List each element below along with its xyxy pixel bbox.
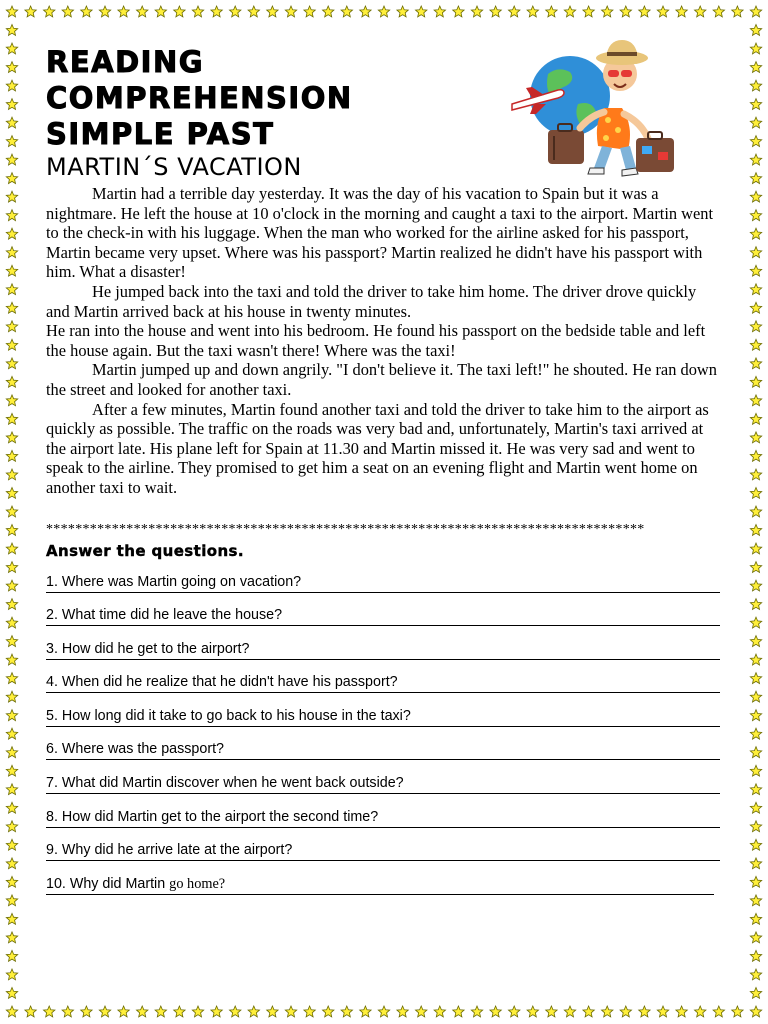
star-icon	[6, 173, 17, 184]
star-icon	[62, 6, 73, 17]
star-icon	[750, 136, 761, 147]
star-icon	[6, 376, 17, 387]
star-icon	[360, 1006, 371, 1017]
question-2	[46, 601, 722, 635]
star-icon	[6, 710, 17, 721]
answer-line[interactable]	[46, 692, 720, 693]
question-text	[46, 876, 225, 893]
star-icon	[285, 1006, 296, 1017]
star-icon	[639, 1006, 650, 1017]
star-icon	[6, 580, 17, 591]
star-icon	[230, 6, 241, 17]
star-icon	[639, 6, 650, 17]
star-icon	[25, 6, 36, 17]
star-icon	[750, 80, 761, 91]
star-icon	[6, 321, 17, 332]
star-icon	[750, 154, 761, 165]
star-icon	[6, 765, 17, 776]
star-icon	[434, 6, 445, 17]
star-icon	[750, 228, 761, 239]
star-icon	[713, 6, 724, 17]
star-icon	[6, 62, 17, 73]
star-icon	[6, 265, 17, 276]
star-icon	[750, 839, 761, 850]
star-icon	[211, 6, 222, 17]
star-icon	[750, 876, 761, 887]
question-3	[46, 635, 722, 669]
star-icon	[6, 636, 17, 647]
question-9	[46, 836, 722, 870]
story-paragraph-1: Martin had a terrible day yesterday. It was the day of his vacation to Spain but it was a nightmare. He left the house at 10 o'clock in the morning and caught a taxi to the airport. Martin went to the check-in with his luggage. When the man who worked for the airline asked for his passport, Martin became very upset. Where was his passport? Martin realized he didn't have his passport with him. What a disaster!	[46, 184, 714, 282]
star-icon	[6, 469, 17, 480]
star-icon	[453, 6, 464, 17]
star-icon	[750, 654, 761, 665]
asterisk-divider: **********************************************************************************	[46, 521, 645, 537]
star-icon	[6, 784, 17, 795]
star-icon	[471, 6, 482, 17]
star-icon	[118, 6, 129, 17]
answer-line[interactable]	[46, 793, 720, 794]
star-icon	[750, 858, 761, 869]
star-icon	[323, 1006, 334, 1017]
star-icon	[192, 6, 203, 17]
question-text: 8. How did Martin get to the airport the second time?	[46, 808, 379, 825]
question-10-prefix: 10. Why did Martin	[46, 875, 170, 892]
story-text	[46, 184, 722, 498]
star-icon	[713, 1006, 724, 1017]
star-icon	[750, 932, 761, 943]
star-icon	[341, 6, 352, 17]
star-icon	[695, 1006, 706, 1017]
star-icon	[750, 1006, 761, 1017]
star-icon	[6, 895, 17, 906]
star-icon	[695, 6, 706, 17]
star-icon	[527, 6, 538, 17]
star-icon	[416, 6, 427, 17]
star-icon	[750, 43, 761, 54]
star-icon	[750, 376, 761, 387]
star-icon	[211, 1006, 222, 1017]
star-icon	[155, 6, 166, 17]
star-icon	[750, 488, 761, 499]
star-icon	[564, 1006, 575, 1017]
star-icon	[6, 247, 17, 258]
star-icon	[6, 339, 17, 350]
question-text: 7. What did Martin discover when he went back outside?	[46, 775, 404, 792]
star-icon	[323, 6, 334, 17]
star-icon	[750, 599, 761, 610]
star-icon	[509, 6, 520, 17]
star-icon	[750, 450, 761, 461]
star-icon	[750, 284, 761, 295]
star-icon	[6, 136, 17, 147]
star-icon	[397, 1006, 408, 1017]
star-icon	[750, 543, 761, 554]
star-icon	[6, 395, 17, 406]
star-icon	[750, 432, 761, 443]
star-icon	[527, 1006, 538, 1017]
star-icon	[6, 988, 17, 999]
star-icon	[750, 25, 761, 36]
star-icon	[750, 913, 761, 924]
question-4	[46, 668, 722, 702]
star-icon	[583, 1006, 594, 1017]
star-icon	[341, 1006, 352, 1017]
star-icon	[750, 895, 761, 906]
star-icon	[6, 228, 17, 239]
star-icon	[118, 1006, 129, 1017]
star-icon	[750, 191, 761, 202]
star-icon	[174, 1006, 185, 1017]
star-icon	[267, 1006, 278, 1017]
star-icon	[750, 247, 761, 258]
star-icon	[750, 469, 761, 480]
question-text: 6. Where was the passport?	[46, 741, 225, 758]
star-icon	[750, 617, 761, 628]
star-icon	[750, 784, 761, 795]
star-icon	[6, 543, 17, 554]
title-line-2: COMPREHENSION	[46, 81, 353, 115]
star-icon	[81, 1006, 92, 1017]
star-icon	[750, 321, 761, 332]
star-icon	[267, 6, 278, 17]
star-icon	[6, 802, 17, 813]
star-icon	[62, 1006, 73, 1017]
star-icon	[750, 691, 761, 702]
answer-line[interactable]	[46, 625, 720, 626]
star-icon	[750, 821, 761, 832]
star-icon	[750, 950, 761, 961]
story-subtitle: MARTIN´S VACATION	[46, 153, 302, 181]
star-icon	[378, 1006, 389, 1017]
star-icon	[750, 710, 761, 721]
question-7	[46, 769, 722, 803]
star-icon	[6, 506, 17, 517]
star-icon	[602, 1006, 613, 1017]
question-text: 3. How did he get to the airport?	[46, 640, 250, 657]
star-icon	[750, 636, 761, 647]
star-icon	[6, 617, 17, 628]
star-icon	[285, 6, 296, 17]
star-icon	[6, 191, 17, 202]
question-text: 4. When did he realize that he didn't have his passport?	[46, 674, 398, 691]
star-icon	[81, 6, 92, 17]
title-line-3: SIMPLE PAST	[46, 117, 275, 151]
question-6	[46, 735, 722, 769]
star-icon	[471, 1006, 482, 1017]
star-icon	[750, 339, 761, 350]
star-icon	[6, 599, 17, 610]
story-paragraph-5: After a few minutes, Martin found another taxi and told the driver to take him to the airport as quickly as possible. The traffic on the roads was very bad and, unfortunately, Martin's taxi arrived at the airport late. His plane left for Spain at 11.30 and Martin missed it. He was very sad and went to speak to the airline. They promised to get him a seat on an evening flight and Martin went home on another taxi to wait.	[46, 399, 709, 497]
star-icon	[750, 747, 761, 758]
instructions-heading: Answer the questions.	[46, 541, 244, 560]
question-text: 1. Where was Martin going on vacation?	[46, 573, 302, 590]
star-icon	[6, 358, 17, 369]
star-icon	[360, 6, 371, 17]
star-icon	[750, 210, 761, 221]
star-icon	[6, 562, 17, 573]
star-icon	[750, 62, 761, 73]
star-icon	[750, 765, 761, 776]
answer-line[interactable]	[46, 827, 720, 828]
star-icon	[6, 25, 17, 36]
star-icon	[750, 580, 761, 591]
star-icon	[99, 1006, 110, 1017]
story-paragraph-4: Martin jumped up and down angrily. "I don't believe it. The taxi left!" he shouted. He ran down the street and looked for another taxi.	[46, 360, 717, 399]
star-icon	[602, 6, 613, 17]
star-icon	[6, 450, 17, 461]
star-icon	[44, 1006, 55, 1017]
tourist-illustration	[508, 34, 708, 180]
star-icon	[750, 673, 761, 684]
suitcase-icon	[636, 132, 674, 172]
star-icon	[137, 1006, 148, 1017]
star-icon	[6, 654, 17, 665]
star-icon	[416, 1006, 427, 1017]
star-icon	[620, 6, 631, 17]
star-icon	[6, 821, 17, 832]
star-icon	[620, 1006, 631, 1017]
star-icon	[750, 117, 761, 128]
star-icon	[6, 154, 17, 165]
star-icon	[6, 302, 17, 313]
question-list	[46, 568, 722, 904]
question-8	[46, 803, 722, 837]
star-icon	[750, 395, 761, 406]
star-icon	[25, 1006, 36, 1017]
star-icon	[6, 673, 17, 684]
question-1	[46, 568, 722, 602]
answer-line[interactable]	[46, 759, 720, 760]
star-icon	[137, 6, 148, 17]
star-icon	[750, 988, 761, 999]
question-text: 9. Why did he arrive late at the airport?	[46, 842, 293, 859]
star-icon	[304, 1006, 315, 1017]
star-icon	[434, 1006, 445, 1017]
star-icon	[6, 6, 17, 17]
star-icon	[750, 413, 761, 424]
star-icon	[750, 6, 761, 17]
star-icon	[6, 858, 17, 869]
star-icon	[750, 302, 761, 313]
star-icon	[490, 6, 501, 17]
star-icon	[490, 1006, 501, 1017]
star-icon	[676, 6, 687, 17]
star-icon	[6, 913, 17, 924]
question-10-suffix: go home?	[169, 875, 226, 892]
star-icon	[6, 876, 17, 887]
star-icon	[509, 1006, 520, 1017]
star-icon	[750, 562, 761, 573]
star-icon	[304, 6, 315, 17]
star-icon	[6, 932, 17, 943]
star-icon	[546, 6, 557, 17]
question-text: 2. What time did he leave the house?	[46, 607, 283, 624]
star-icon	[750, 506, 761, 517]
question-text: 5. How long did it take to go back to his house in the taxi?	[46, 707, 411, 724]
answer-line[interactable]	[46, 726, 720, 727]
star-icon	[6, 839, 17, 850]
star-icon	[732, 6, 743, 17]
question-10	[46, 870, 722, 904]
star-icon	[676, 1006, 687, 1017]
star-icon	[750, 99, 761, 110]
answer-line[interactable]	[46, 592, 720, 593]
star-icon	[6, 432, 17, 443]
star-icon	[6, 950, 17, 961]
star-icon	[6, 117, 17, 128]
story-paragraph-2: He jumped back into the taxi and told the driver to take him home. The driver drove quickly and Martin arrived back at his house in twenty minutes.	[46, 281, 697, 321]
star-icon	[657, 6, 668, 17]
star-icon	[750, 358, 761, 369]
star-icon	[230, 1006, 241, 1017]
story-paragraph-3: He ran into the house and went into his bedroom. He found his passport on the bedside table and left the house again. But the taxi wasn't there! Where was the taxi!	[46, 321, 706, 360]
star-icon	[750, 802, 761, 813]
star-icon	[750, 728, 761, 739]
star-icon	[397, 6, 408, 17]
question-5	[46, 702, 722, 736]
star-icon	[44, 6, 55, 17]
star-icon	[378, 6, 389, 17]
star-icon	[6, 488, 17, 499]
star-icon	[155, 1006, 166, 1017]
star-icon	[657, 1006, 668, 1017]
star-icon	[732, 1006, 743, 1017]
star-icon	[174, 6, 185, 17]
star-icon	[750, 265, 761, 276]
star-icon	[6, 413, 17, 424]
star-icon	[750, 173, 761, 184]
answer-line[interactable]	[46, 894, 714, 895]
star-icon	[6, 284, 17, 295]
star-icon	[6, 1006, 17, 1017]
star-icon	[546, 1006, 557, 1017]
star-icon	[564, 6, 575, 17]
star-icon	[248, 6, 259, 17]
star-icon	[6, 210, 17, 221]
star-icon	[6, 43, 17, 54]
star-icon	[6, 99, 17, 110]
star-icon	[750, 969, 761, 980]
star-icon	[248, 1006, 259, 1017]
star-icon	[6, 691, 17, 702]
star-icon	[6, 969, 17, 980]
title-line-1: READING	[46, 45, 205, 79]
answer-line[interactable]	[46, 659, 720, 660]
star-icon	[6, 80, 17, 91]
star-icon	[6, 728, 17, 739]
answer-line[interactable]	[46, 860, 720, 861]
star-icon	[750, 525, 761, 536]
star-icon	[6, 747, 17, 758]
star-icon	[192, 1006, 203, 1017]
star-icon	[6, 525, 17, 536]
star-icon	[453, 1006, 464, 1017]
star-icon	[583, 6, 594, 17]
star-icon	[99, 6, 110, 17]
